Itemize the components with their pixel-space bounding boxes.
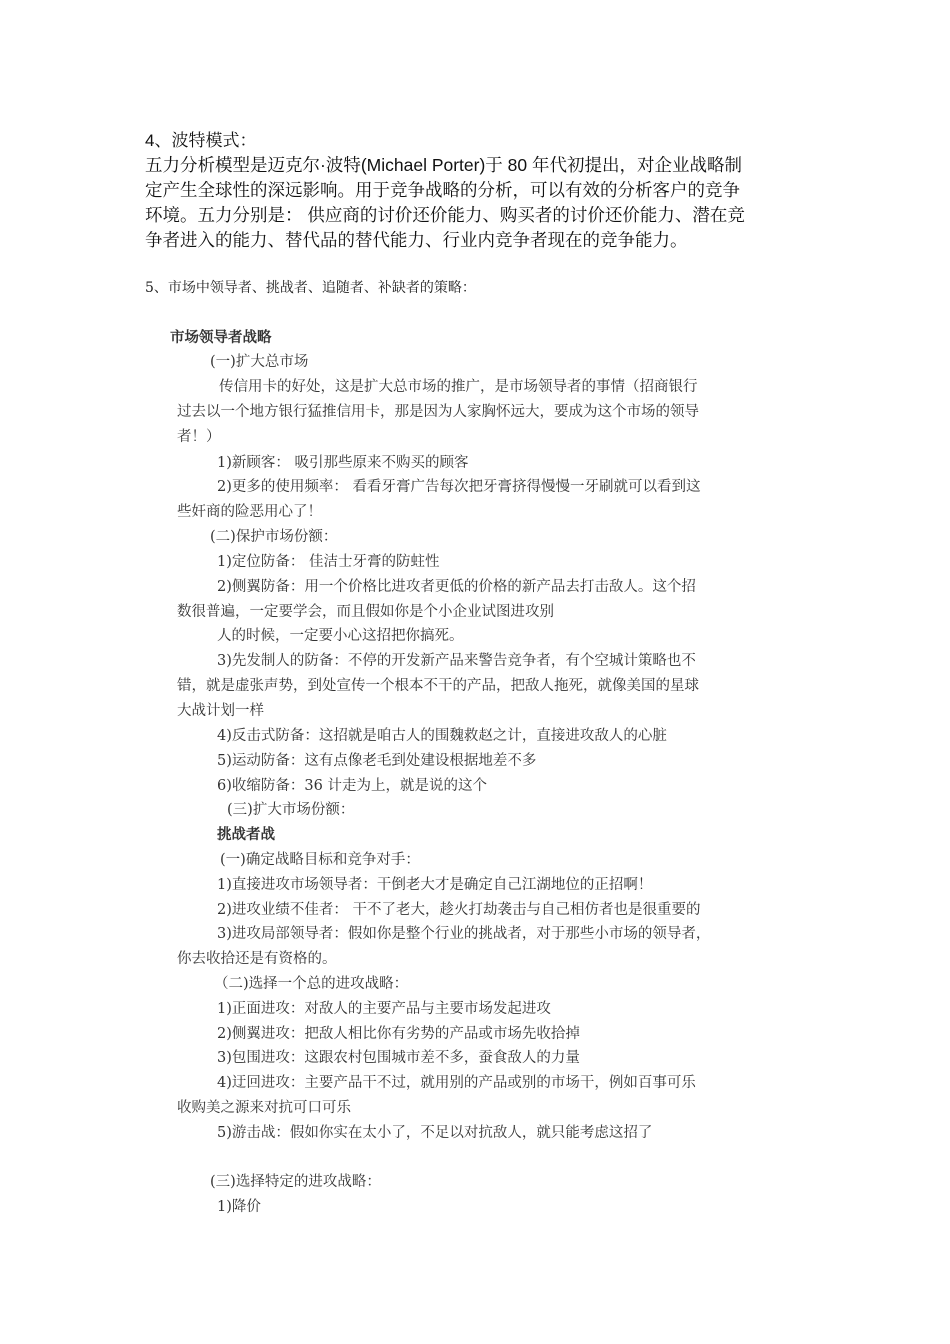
challenger-line-1: (一)确定战略目标和竞争对手： [220, 852, 420, 868]
leader-line-15: 大战计划一样 [177, 703, 264, 719]
leader-line-13: 3)先发制人的防备：不停的开发新产品来警告竞争者，有个空城计策略也不 [217, 653, 696, 669]
challenger-line-14: 1)降价 [217, 1199, 261, 1215]
leader-line-14: 错，就是虚张声势，到处宣传一个根本不干的产品，把敌人拖死，就像美国的星球 [177, 678, 699, 694]
challenger-line-2: 1)直接进攻市场领导者：干倒老大才是确定自己江湖地位的正招啊！ [217, 877, 653, 893]
challenger-line-9: 3)包围进攻：这跟农村包围城市差不多，蚕食敌人的力量 [217, 1050, 580, 1066]
challenger-line-10: 4)迂回进攻：主要产品干不过，就用别的产品或别的市场干，例如百事可乐 [217, 1075, 696, 1091]
leader-line-5: 1)新顾客： 吸引那些原来不购买的顾客 [217, 455, 469, 471]
leader-line-17: 5)运动防备：这有点像老毛到处建设根据地差不多 [217, 753, 537, 769]
challenger-line-7: 1)正面进攻：对敌人的主要产品与主要市场发起进攻 [217, 1001, 551, 1017]
porter-paragraph-line-4: 争者进入的能力、替代品的替代能力、行业内竞争者现在的竞争能力。 [145, 230, 688, 250]
porter-paragraph-line-3: 环境。五力分别是： 供应商的讨价还价能力、购买者的讨价还价能力、潜在竞 [145, 205, 745, 225]
porter-paragraph-line-1: 五力分析模型是迈克尔·波特(Michael Porter)于 80 年代初提出，对企业战略制 [145, 155, 742, 175]
leader-line-6: 2)更多的使用频率： 看看牙膏广告每次把牙膏挤得慢慢一牙刷就可以看到这 [217, 479, 701, 495]
leader-line-11: 数很普遍，一定要学会，而且假如你是个小企业试图进攻别 [177, 604, 554, 620]
challenger-line-8: 2)侧翼进攻：把敌人相比你有劣势的产品或市场先收拾掉 [217, 1026, 580, 1042]
leader-line-18: 6)收缩防备：36 计走为上，就是说的这个 [217, 778, 487, 794]
leader-line-10: 2)侧翼防备：用一个价格比进攻者更低的价格的新产品去打击敌人。这个招 [217, 579, 696, 595]
challenger-line-3: 2)进攻业绩不佳者： 干不了老大，趁火打劫袭击与自己相仿者也是很重要的 [217, 902, 701, 918]
challenger-line-12: 5)游击战：假如你实在太小了，不足以对抗敌人，就只能考虑这招了 [217, 1125, 653, 1141]
leader-line-9: 1)定位防备： 佳洁士牙膏的防蛀性 [217, 554, 440, 570]
challenger-line-5: 你去收拾还是有资格的。 [177, 951, 337, 967]
leader-line-12: 人的时候，一定要小心这招把你搞死。 [217, 628, 464, 644]
leader-line-7: 些奸商的险恶用心了！ [177, 504, 322, 520]
challenger-line-11: 收购美之源来对抗可口可乐 [177, 1100, 351, 1116]
challenger-strategy-title: 挑战者战 [217, 827, 275, 843]
leader-line-3: 过去以一个地方银行猛推信用卡，那是因为人家胸怀远大，要成为这个市场的领导 [177, 404, 699, 420]
leader-line-2: 传信用卡的好处，这是扩大总市场的推广，是市场领导者的事情（招商银行 [219, 379, 698, 395]
leader-strategy-title: 市场领导者战略 [170, 330, 272, 346]
leader-line-8: (二)保护市场份额： [210, 529, 338, 545]
section-5-heading: 5、市场中领导者、挑战者、追随者、补缺者的策略： [145, 280, 476, 296]
challenger-line-6: （二)选择一个总的进攻战略： [214, 976, 409, 992]
section-4-heading: 4、波特模式： [145, 131, 257, 150]
challenger-line-4: 3)进攻局部领导者：假如你是整个行业的挑战者，对于那些小市场的领导者， [217, 926, 711, 942]
leader-line-1: (一)扩大总市场 [210, 354, 309, 370]
leader-line-19: (三)扩大市场份额： [227, 802, 355, 818]
porter-paragraph-line-2: 定产生全球性的深远影响。用于竞争战略的分析，可以有效的分析客户的竞争 [145, 180, 740, 200]
leader-line-16: 4)反击式防备：这招就是咱古人的围魏救赵之计，直接进攻敌人的心脏 [217, 728, 667, 744]
leader-line-4: 者！） [177, 429, 221, 445]
challenger-line-13: (三)选择特定的进攻战略： [210, 1174, 381, 1190]
